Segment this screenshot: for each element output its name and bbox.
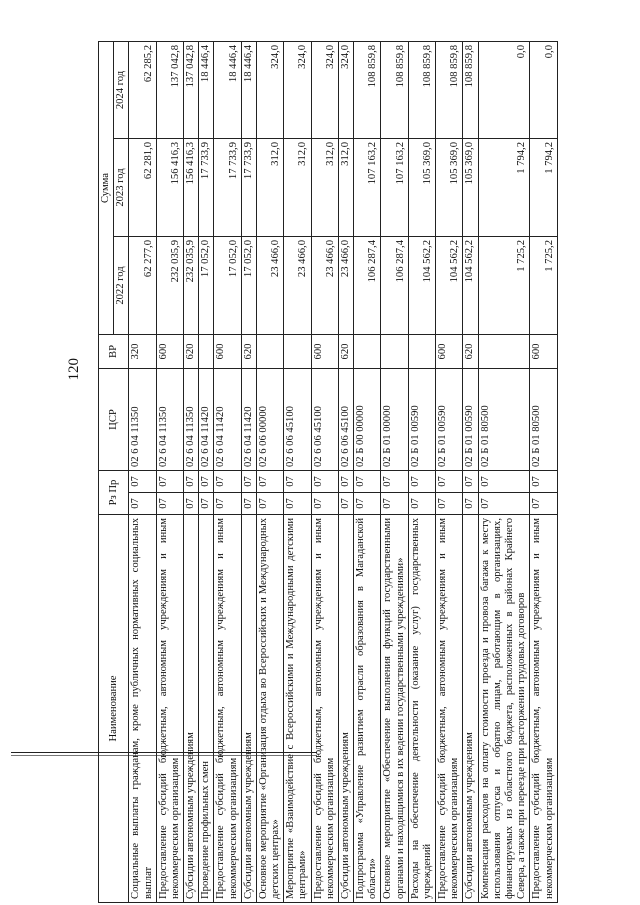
cell-name: Подпрограмма «Управление развитием отрасли образования в Магаданской области» [354, 515, 381, 903]
table-row [256, 41, 283, 902]
cell-name: Компенсация расходов на оплату стоимости проезда и провоза багажа к месту использования отпуска и обратно лицам, работающим в организациях, финансируемых из областного бюджета, расположенных в районах Крайнего Севера, а также при переезде при расторжении трудовых договоров [478, 515, 530, 903]
cell-name: Основное мероприятие «Организация отдыха во Всероссийских и Международных детских центрах» [256, 515, 283, 903]
cell-pr: 07 [338, 471, 353, 493]
page-number: 120 [66, 358, 82, 381]
cell-2023: 1 794,2 [478, 139, 530, 237]
cell-vr: 600 [311, 335, 338, 369]
cell-csr: 02 Б 00 00000 [354, 369, 381, 471]
cell-2023: 312,0 [284, 139, 311, 237]
cell-2022: 17 052,0 [214, 237, 241, 335]
cell-2024: 62 285,2 [129, 41, 156, 138]
cell-pr: 07 [354, 471, 381, 493]
table-row [214, 41, 241, 902]
cell-2022: 17 052,0 [241, 237, 256, 335]
table-row [241, 41, 256, 902]
cell-csr: 02 6 06 00000 [256, 369, 283, 471]
table-row [381, 41, 408, 902]
cell-rz: 07 [338, 493, 353, 515]
cell-csr: 02 6 04 11350 [156, 369, 183, 471]
cell-2022: 1 725,2 [478, 237, 530, 335]
cell-pr: 07 [436, 471, 463, 493]
cell-csr: 02 6 04 11350 [184, 369, 199, 471]
table-row [184, 41, 199, 902]
cell-rz: 07 [478, 493, 530, 515]
cell-rz: 07 [241, 493, 256, 515]
table-row [284, 41, 311, 902]
budget-table-container [98, 42, 623, 903]
header-sum: Сумма [99, 41, 114, 334]
cell-2024: 18 446,4 [241, 41, 256, 138]
cell-vr: 620 [463, 335, 478, 369]
cell-name: Предоставление субсидий бюджетным, автономным учреждениям и иным некоммерческим организациям [530, 515, 557, 903]
cell-2023: 312,0 [311, 139, 338, 237]
table-row [311, 41, 338, 902]
cell-csr: 02 Б 01 00590 [436, 369, 463, 471]
cell-2024: 0,0 [478, 41, 530, 138]
cell-2024: 137 042,8 [156, 41, 183, 138]
cell-2024: 18 446,4 [214, 41, 241, 138]
cell-name: Основное мероприятие «Обеспечение выполнения функций государственными органами и находящимися в их ведении государственными учреждениями» [381, 515, 408, 903]
header-2023: 2023 год [114, 139, 129, 237]
cell-rz: 07 [184, 493, 199, 515]
cell-2023: 107 163,2 [381, 139, 408, 237]
header-2024: 2024 год [114, 41, 129, 138]
cell-2022: 104 562,2 [408, 237, 435, 335]
cell-pr: 07 [463, 471, 478, 493]
cell-name: Предоставление субсидий бюджетным, автономным учреждениям и иным некоммерческим организациям [156, 515, 183, 903]
cell-2023: 312,0 [338, 139, 353, 237]
budget-table [98, 41, 558, 903]
cell-pr: 07 [184, 471, 199, 493]
cell-csr: 02 6 04 11350 [129, 369, 156, 471]
cell-rz: 07 [156, 493, 183, 515]
cell-2024: 18 446,4 [199, 41, 214, 138]
cell-2022: 23 466,0 [256, 237, 283, 335]
cell-2022: 104 562,2 [463, 237, 478, 335]
cell-rz: 07 [129, 493, 156, 515]
cell-2024: 324,0 [256, 41, 283, 138]
table-row [156, 41, 183, 902]
cell-2024: 324,0 [284, 41, 311, 138]
cell-pr: 07 [156, 471, 183, 493]
cell-2024: 108 859,8 [381, 41, 408, 138]
cell-vr: 320 [129, 335, 156, 369]
table-header-row [99, 41, 114, 902]
cell-rz: 07 [530, 493, 557, 515]
cell-2024: 324,0 [338, 41, 353, 138]
cell-rz: 07 [354, 493, 381, 515]
cell-2023: 1 794,2 [530, 139, 557, 237]
cell-name: Расходы на обеспечение деятельности (оказание услуг) государственных учреждений [408, 515, 435, 903]
cell-csr: 02 6 06 45100 [311, 369, 338, 471]
cell-name: Субсидии автономным учреждениям [338, 515, 353, 903]
cell-2022: 62 277,0 [129, 237, 156, 335]
cell-pr: 07 [284, 471, 311, 493]
table-row [338, 41, 353, 902]
cell-csr: 02 Б 01 80500 [478, 369, 530, 471]
cell-vr: 600 [436, 335, 463, 369]
cell-vr: 600 [156, 335, 183, 369]
cell-csr: 02 Б 01 80500 [530, 369, 557, 471]
cell-rz: 07 [463, 493, 478, 515]
cell-pr: 07 [311, 471, 338, 493]
cell-csr: 02 6 04 11420 [241, 369, 256, 471]
cell-vr: 620 [338, 335, 353, 369]
cell-name: Предоставление субсидий бюджетным, автономным учреждениям и иным некоммерческим организациям [214, 515, 241, 903]
cell-pr: 07 [214, 471, 241, 493]
cell-pr: 07 [256, 471, 283, 493]
cell-rz: 07 [408, 493, 435, 515]
cell-csr: 02 Б 01 00000 [381, 369, 408, 471]
table-row [530, 41, 557, 902]
cell-2023: 17 733,9 [241, 139, 256, 237]
cell-vr [381, 335, 408, 369]
cell-2024: 0,0 [530, 41, 557, 138]
cell-rz: 07 [311, 493, 338, 515]
cell-rz: 07 [256, 493, 283, 515]
table-row [408, 41, 435, 902]
table-row [129, 41, 156, 902]
cell-csr: 02 6 04 11420 [199, 369, 214, 471]
cell-2022: 232 035,9 [156, 237, 183, 335]
cell-vr [354, 335, 381, 369]
cell-2023: 156 416,3 [184, 139, 199, 237]
cell-pr: 07 [530, 471, 557, 493]
cell-2022: 23 466,0 [311, 237, 338, 335]
cell-2022: 232 035,9 [184, 237, 199, 335]
cell-2023: 17 733,9 [199, 139, 214, 237]
cell-2024: 108 859,8 [354, 41, 381, 138]
cell-2023: 17 733,9 [214, 139, 241, 237]
cell-2023: 105 369,0 [463, 139, 478, 237]
cell-2022: 104 562,2 [436, 237, 463, 335]
table-row [354, 41, 381, 902]
cell-2024: 137 042,8 [184, 41, 199, 138]
header-2022: 2022 год [114, 237, 129, 335]
cell-vr [284, 335, 311, 369]
cell-2024: 324,0 [311, 41, 338, 138]
cell-vr [256, 335, 283, 369]
cell-vr: 600 [214, 335, 241, 369]
cell-csr: 02 Б 01 00590 [408, 369, 435, 471]
cell-2024: 108 859,8 [408, 41, 435, 138]
cell-vr: 620 [184, 335, 199, 369]
cell-csr: 02 Б 01 00590 [463, 369, 478, 471]
cell-2022: 106 287,4 [381, 237, 408, 335]
cell-rz: 07 [214, 493, 241, 515]
cell-2022: 23 466,0 [338, 237, 353, 335]
cell-pr: 07 [129, 471, 156, 493]
cell-vr: 620 [241, 335, 256, 369]
table-body [129, 41, 557, 902]
table-row [478, 41, 530, 902]
cell-vr [408, 335, 435, 369]
cell-pr: 07 [199, 471, 214, 493]
cell-2022: 17 052,0 [199, 237, 214, 335]
table-row [436, 41, 463, 902]
cell-vr [199, 335, 214, 369]
cell-2023: 107 163,2 [354, 139, 381, 237]
cell-csr: 02 6 06 45100 [338, 369, 353, 471]
cell-vr [478, 335, 530, 369]
cell-csr: 02 6 04 11420 [214, 369, 241, 471]
cell-2022: 1 725,2 [530, 237, 557, 335]
cell-rz: 07 [199, 493, 214, 515]
cell-name: Мероприятие «Взаимодействие с Всероссийскими и Международными детскими центрами» [284, 515, 311, 903]
cell-name: Социальные выплаты гражданам, кроме публичных нормативных социальных выплат [129, 515, 156, 903]
cell-2024: 108 859,8 [436, 41, 463, 138]
cell-pr: 07 [241, 471, 256, 493]
cell-name: Предоставление субсидий бюджетным, автономным учреждениям и иным некоммерческим организациям [436, 515, 463, 903]
cell-2023: 156 416,3 [156, 139, 183, 237]
cell-name: Субсидии автономным учреждениям [184, 515, 199, 903]
cell-2023: 62 281,0 [129, 139, 156, 237]
cell-vr: 600 [530, 335, 557, 369]
cell-2023: 105 369,0 [408, 139, 435, 237]
cell-rz: 07 [284, 493, 311, 515]
header-name: Наименование [99, 515, 129, 903]
cell-rz: 07 [381, 493, 408, 515]
cell-rz: 07 [436, 493, 463, 515]
cell-2023: 312,0 [256, 139, 283, 237]
cell-name: Предоставление субсидий бюджетным, автономным учреждениям и иным некоммерческим организациям [311, 515, 338, 903]
table-row [463, 41, 478, 902]
header-csr: ЦСР [99, 369, 129, 471]
cell-2022: 106 287,4 [354, 237, 381, 335]
cell-pr: 07 [408, 471, 435, 493]
cell-2022: 23 466,0 [284, 237, 311, 335]
cell-2024: 108 859,8 [463, 41, 478, 138]
header-rzpr: Рз Пр [99, 471, 129, 515]
header-vr: ВР [99, 335, 129, 369]
cell-name: Субсидии автономным учреждениям [463, 515, 478, 903]
cell-pr: 07 [478, 471, 530, 493]
cell-name: Проведение профильных смен [199, 515, 214, 903]
cell-pr: 07 [381, 471, 408, 493]
table-row [199, 41, 214, 902]
cell-name: Субсидии автономным учреждениям [241, 515, 256, 903]
cell-csr: 02 6 06 45100 [284, 369, 311, 471]
cell-2023: 105 369,0 [436, 139, 463, 237]
